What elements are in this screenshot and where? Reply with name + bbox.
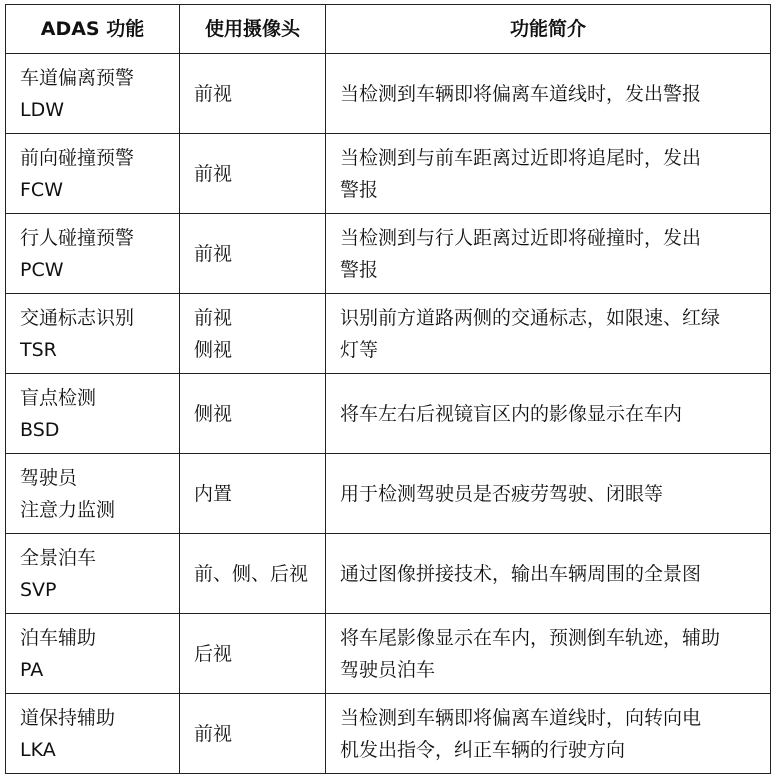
- feature-cell-line: 全景泊车: [20, 546, 97, 569]
- feature-cell-line: PA: [20, 658, 44, 681]
- description-cell-line: 通过图像拼接技术，输出车辆周围的全景图: [340, 562, 702, 585]
- feature-cell-line: 盲点检测: [20, 386, 97, 409]
- table-row: [6, 374, 771, 454]
- feature-cell: [6, 534, 180, 614]
- table-row: [6, 454, 771, 534]
- feature-cell: [6, 294, 180, 374]
- description-cell: [326, 454, 771, 534]
- description-cell-line: 当检测到车辆即将偏离车道线时，发出警报: [340, 82, 702, 105]
- feature-cell-line: FCW: [20, 178, 63, 201]
- camera-cell-line: 前视: [194, 82, 233, 105]
- description-cell-line: 当检测到与前车距离过近即将追尾时，发出: [340, 146, 702, 169]
- camera-cell-line: 前视: [194, 162, 233, 185]
- description-cell-line: 警报: [340, 258, 379, 281]
- camera-cell-line: 前、侧、后视: [194, 562, 309, 585]
- feature-cell: [6, 54, 180, 134]
- table-row: [6, 294, 771, 374]
- description-cell: [326, 614, 771, 694]
- description-cell: [326, 374, 771, 454]
- feature-cell-line: 行人碰撞预警: [20, 226, 135, 249]
- feature-cell-line: 交通标志识别: [20, 306, 135, 329]
- feature-cell: [6, 214, 180, 294]
- description-cell: [326, 534, 771, 614]
- feature-cell-line: 前向碰撞预警: [20, 146, 135, 169]
- table-row: [6, 214, 771, 294]
- table-row: [6, 694, 771, 774]
- description-cell: [326, 214, 771, 294]
- adas-feature-table: [5, 4, 771, 774]
- camera-cell: [180, 54, 326, 134]
- camera-cell: [180, 614, 326, 694]
- description-cell-line: 当检测到车辆即将偏离车道线时，向转向电: [340, 706, 702, 729]
- camera-cell-line: 侧视: [194, 402, 233, 425]
- description-cell-line: 识别前方道路两侧的交通标志，如限速、红绿: [340, 306, 721, 329]
- header-camera: 使用摄像头: [180, 5, 326, 54]
- camera-cell-line: 后视: [194, 642, 233, 665]
- camera-cell-line: 内置: [194, 482, 233, 505]
- adas-table-container: [5, 4, 770, 774]
- description-cell: [326, 134, 771, 214]
- description-cell-line: 灯等: [340, 338, 379, 361]
- table-row: [6, 614, 771, 694]
- description-cell: [326, 54, 771, 134]
- table-row: [6, 534, 771, 614]
- table-row: [6, 54, 771, 134]
- description-cell-line: 驾驶员泊车: [340, 658, 436, 681]
- feature-cell-line: BSD: [20, 418, 60, 441]
- camera-cell: [180, 374, 326, 454]
- camera-cell: [180, 534, 326, 614]
- header-description: 功能简介: [326, 5, 771, 54]
- feature-cell-line: 道保持辅助: [20, 706, 116, 729]
- feature-cell-line: PCW: [20, 258, 64, 281]
- feature-cell-line: SVP: [20, 578, 57, 601]
- feature-cell: [6, 374, 180, 454]
- description-cell-line: 当检测到与行人距离过近即将碰撞时，发出: [340, 226, 702, 249]
- feature-cell-line: LKA: [20, 738, 56, 761]
- camera-cell-line: 侧视: [194, 338, 233, 361]
- feature-cell-line: 车道偏离预警: [20, 66, 135, 89]
- feature-cell: [6, 614, 180, 694]
- camera-cell: [180, 454, 326, 534]
- feature-cell-line: 注意力监测: [20, 498, 116, 521]
- camera-cell-line: 前视: [194, 722, 233, 745]
- feature-cell-line: LDW: [20, 98, 65, 121]
- feature-cell: [6, 454, 180, 534]
- camera-cell: [180, 294, 326, 374]
- camera-cell-line: 前视: [194, 306, 233, 329]
- description-cell: [326, 294, 771, 374]
- description-cell-line: 警报: [340, 178, 379, 201]
- feature-cell-line: TSR: [20, 338, 57, 361]
- description-cell-line: 将车左右后视镜盲区内的影像显示在车内: [340, 402, 683, 425]
- header-feature: ADAS 功能: [6, 5, 180, 54]
- camera-cell-line: 前视: [194, 242, 233, 265]
- camera-cell: [180, 694, 326, 774]
- header-row: [6, 5, 771, 54]
- description-cell: [326, 694, 771, 774]
- description-cell-line: 机发出指令，纠正车辆的行驶方向: [340, 738, 626, 761]
- camera-cell: [180, 134, 326, 214]
- table-row: [6, 134, 771, 214]
- description-cell-line: 用于检测驾驶员是否疲劳驾驶、闭眼等: [340, 482, 664, 505]
- feature-cell: [6, 134, 180, 214]
- camera-cell: [180, 214, 326, 294]
- description-cell-line: 将车尾影像显示在车内，预测倒车轨迹，辅助: [340, 626, 721, 649]
- feature-cell-line: 驾驶员: [20, 466, 78, 489]
- feature-cell: [6, 694, 180, 774]
- feature-cell-line: 泊车辅助: [20, 626, 97, 649]
